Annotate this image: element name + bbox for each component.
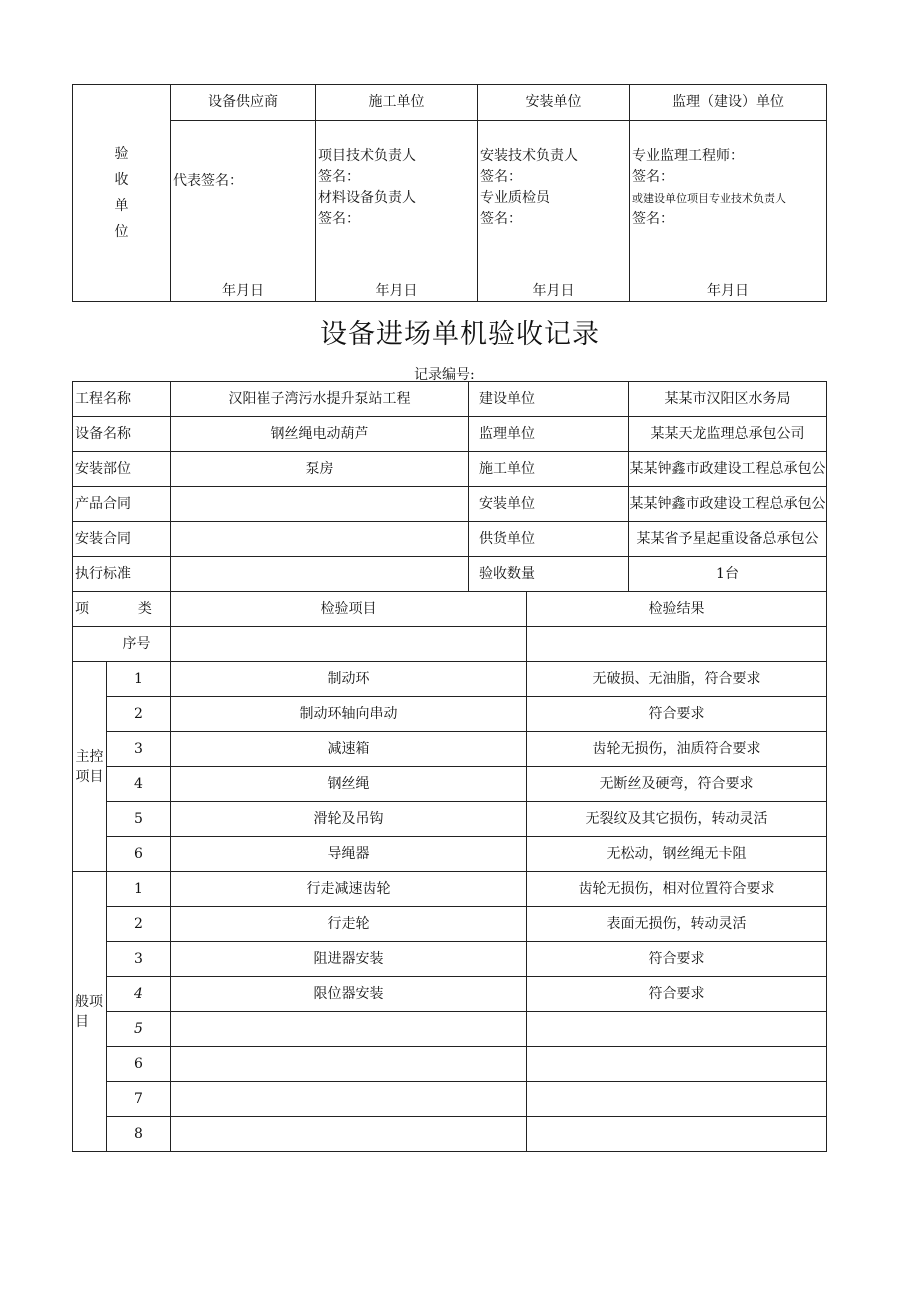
quantity-value[interactable]: 1台 [629,557,827,592]
supervision-line4: 签名： [632,211,674,227]
main-group-label-2: 项目 [75,768,104,785]
location-value[interactable]: 泵房 [171,452,469,487]
inspection-result[interactable]: 齿轮无损伤，油质符合要求 [527,732,827,767]
inspection-result-header: 检验结果 [527,592,827,627]
inspection-result[interactable]: 无裂纹及其它损伤，转动灵活 [527,802,827,837]
page-title: 设备进场单机验收记录 [320,319,600,350]
sequence-header-blank [171,627,527,662]
supervisor-label: 监理单位 [469,417,629,452]
construction-sign-cell[interactable] [316,121,478,302]
supervision-line1: 专业监理工程师： [632,148,744,164]
general-group-label-1: 般项 [75,993,103,1010]
supervision-line2: 签名： [632,169,674,185]
inspection-result[interactable] [527,1082,827,1117]
construction-line4: 签名： [318,211,360,227]
inspection-item-header: 检验项目 [171,592,527,627]
inspection-result[interactable]: 无松动，钢丝绳无卡阻 [527,837,827,872]
construction-line1: 项目技术负责人 [318,148,416,164]
row-number: 2 [107,907,171,942]
record-number-label: 记录编号: [414,367,475,383]
supervision-line3: 或建设单位项目专业技术负责人 [632,192,786,205]
row-number: 6 [107,837,171,872]
header-construction: 施工单位 [316,85,478,121]
row-number: 8 [107,1117,171,1152]
product-contract-value[interactable] [171,487,469,522]
category-header-b: 类 [137,600,152,617]
category-header-a: 项 [75,600,89,617]
inspection-result[interactable] [527,1047,827,1082]
inspection-item: 限位器安装 [171,977,527,1012]
install-line2: 签名： [480,169,522,185]
category-header [73,592,171,627]
inspection-result[interactable]: 符合要求 [527,977,827,1012]
inspection-item: 滑轮及吊钩 [171,802,527,837]
supplier-value[interactable]: 某某省予星起重设备总承包公 [629,522,827,557]
supplier-sign-cell[interactable] [171,121,316,302]
inspection-item: 阻进器安装 [171,942,527,977]
builder-value[interactable]: 某某市汉阳区水务局 [629,382,827,417]
supplier-label: 供货单位 [469,522,629,557]
inspection-item[interactable] [171,1117,527,1152]
main-control-group-label [73,662,107,872]
row-number: 5 [107,1012,171,1047]
inspection-result[interactable]: 齿轮无损伤，相对位置符合要求 [527,872,827,907]
inspection-item: 导绳器 [171,837,527,872]
supplier-sign-label: 代表签名： [173,173,243,189]
row-number: 4 [107,977,171,1012]
project-name-label: 工程名称 [73,382,171,417]
standard-value[interactable] [171,557,469,592]
inspection-item: 制动环 [171,662,527,697]
inspection-result[interactable]: 无破损、无油脂，符合要求 [527,662,827,697]
product-contract-label: 产品合同 [73,487,171,522]
project-name-value[interactable]: 汉阳崔子湾污水提升泵站工程 [171,382,469,417]
quantity-label: 验收数量 [469,557,629,592]
equipment-name-label: 设备名称 [73,417,171,452]
inspection-item[interactable] [171,1082,527,1117]
main-group-label-1: 主控 [75,748,104,765]
location-label: 安装部位 [73,452,171,487]
equipment-name-value[interactable]: 钢丝绳电动葫芦 [171,417,469,452]
install-date: 年月日 [532,283,575,299]
sequence-header: 序号 [73,627,171,662]
contractor-label: 施工单位 [469,452,629,487]
general-group-label [73,872,107,1152]
label-char: 验 [114,146,129,162]
inspection-item[interactable] [171,1047,527,1082]
inspection-item: 行走减速齿轮 [171,872,527,907]
supplier-date: 年月日 [222,283,264,299]
supervisor-value[interactable]: 某某天龙监理总承包公司 [629,417,827,452]
header-supervision: 监理（建设）单位 [630,85,827,121]
install-contract-label: 安装合同 [73,522,171,557]
row-number: 4 [107,767,171,802]
row-number: 6 [107,1047,171,1082]
installer-label: 安装单位 [469,487,629,522]
row-number: 3 [107,732,171,767]
inspection-item: 行走轮 [171,907,527,942]
install-contract-value[interactable] [171,522,469,557]
row-number: 5 [107,802,171,837]
supervision-date: 年月日 [707,283,749,299]
label-char: 位 [114,224,129,240]
builder-label: 建设单位 [469,382,629,417]
construction-line2: 签名： [318,169,360,185]
label-char: 收 [114,172,129,188]
construction-date: 年月日 [375,283,418,299]
supervision-sign-cell[interactable] [630,121,827,302]
inspection-result[interactable]: 符合要求 [527,697,827,732]
signoff-table [72,84,827,302]
inspection-item: 钢丝绳 [171,767,527,802]
installer-value[interactable]: 某某钟鑫市政建设工程总承包公 [629,487,827,522]
sequence-header-blank [527,627,827,662]
install-sign-cell[interactable] [478,121,630,302]
install-line1: 安装技术负责人 [480,148,578,164]
install-line4: 签名： [480,211,522,227]
row-number: 7 [107,1082,171,1117]
general-group-label-2: 目 [75,1013,89,1030]
contractor-value[interactable]: 某某钟鑫市政建设工程总承包公 [629,452,827,487]
acceptance-unit-label [73,85,171,302]
inspection-item[interactable] [171,1012,527,1047]
label-char: 单 [114,198,129,214]
acceptance-record-table [72,381,827,1152]
inspection-result[interactable]: 表面无损伤，转动灵活 [527,907,827,942]
inspection-item: 减速箱 [171,732,527,767]
install-line3: 专业质检员 [480,190,550,206]
construction-line3: 材料设备负责人 [318,190,416,206]
row-number: 3 [107,942,171,977]
inspection-result[interactable]: 符合要求 [527,942,827,977]
inspection-result[interactable] [527,1012,827,1047]
row-number: 1 [107,662,171,697]
inspection-result[interactable]: 无断丝及硬弯，符合要求 [527,767,827,802]
row-number: 1 [107,872,171,907]
row-number: 2 [107,697,171,732]
header-supplier: 设备供应商 [171,85,316,121]
inspection-item: 制动环轴向串动 [171,697,527,732]
header-install: 安装单位 [478,85,630,121]
standard-label: 执行标准 [73,557,171,592]
inspection-result[interactable] [527,1117,827,1152]
